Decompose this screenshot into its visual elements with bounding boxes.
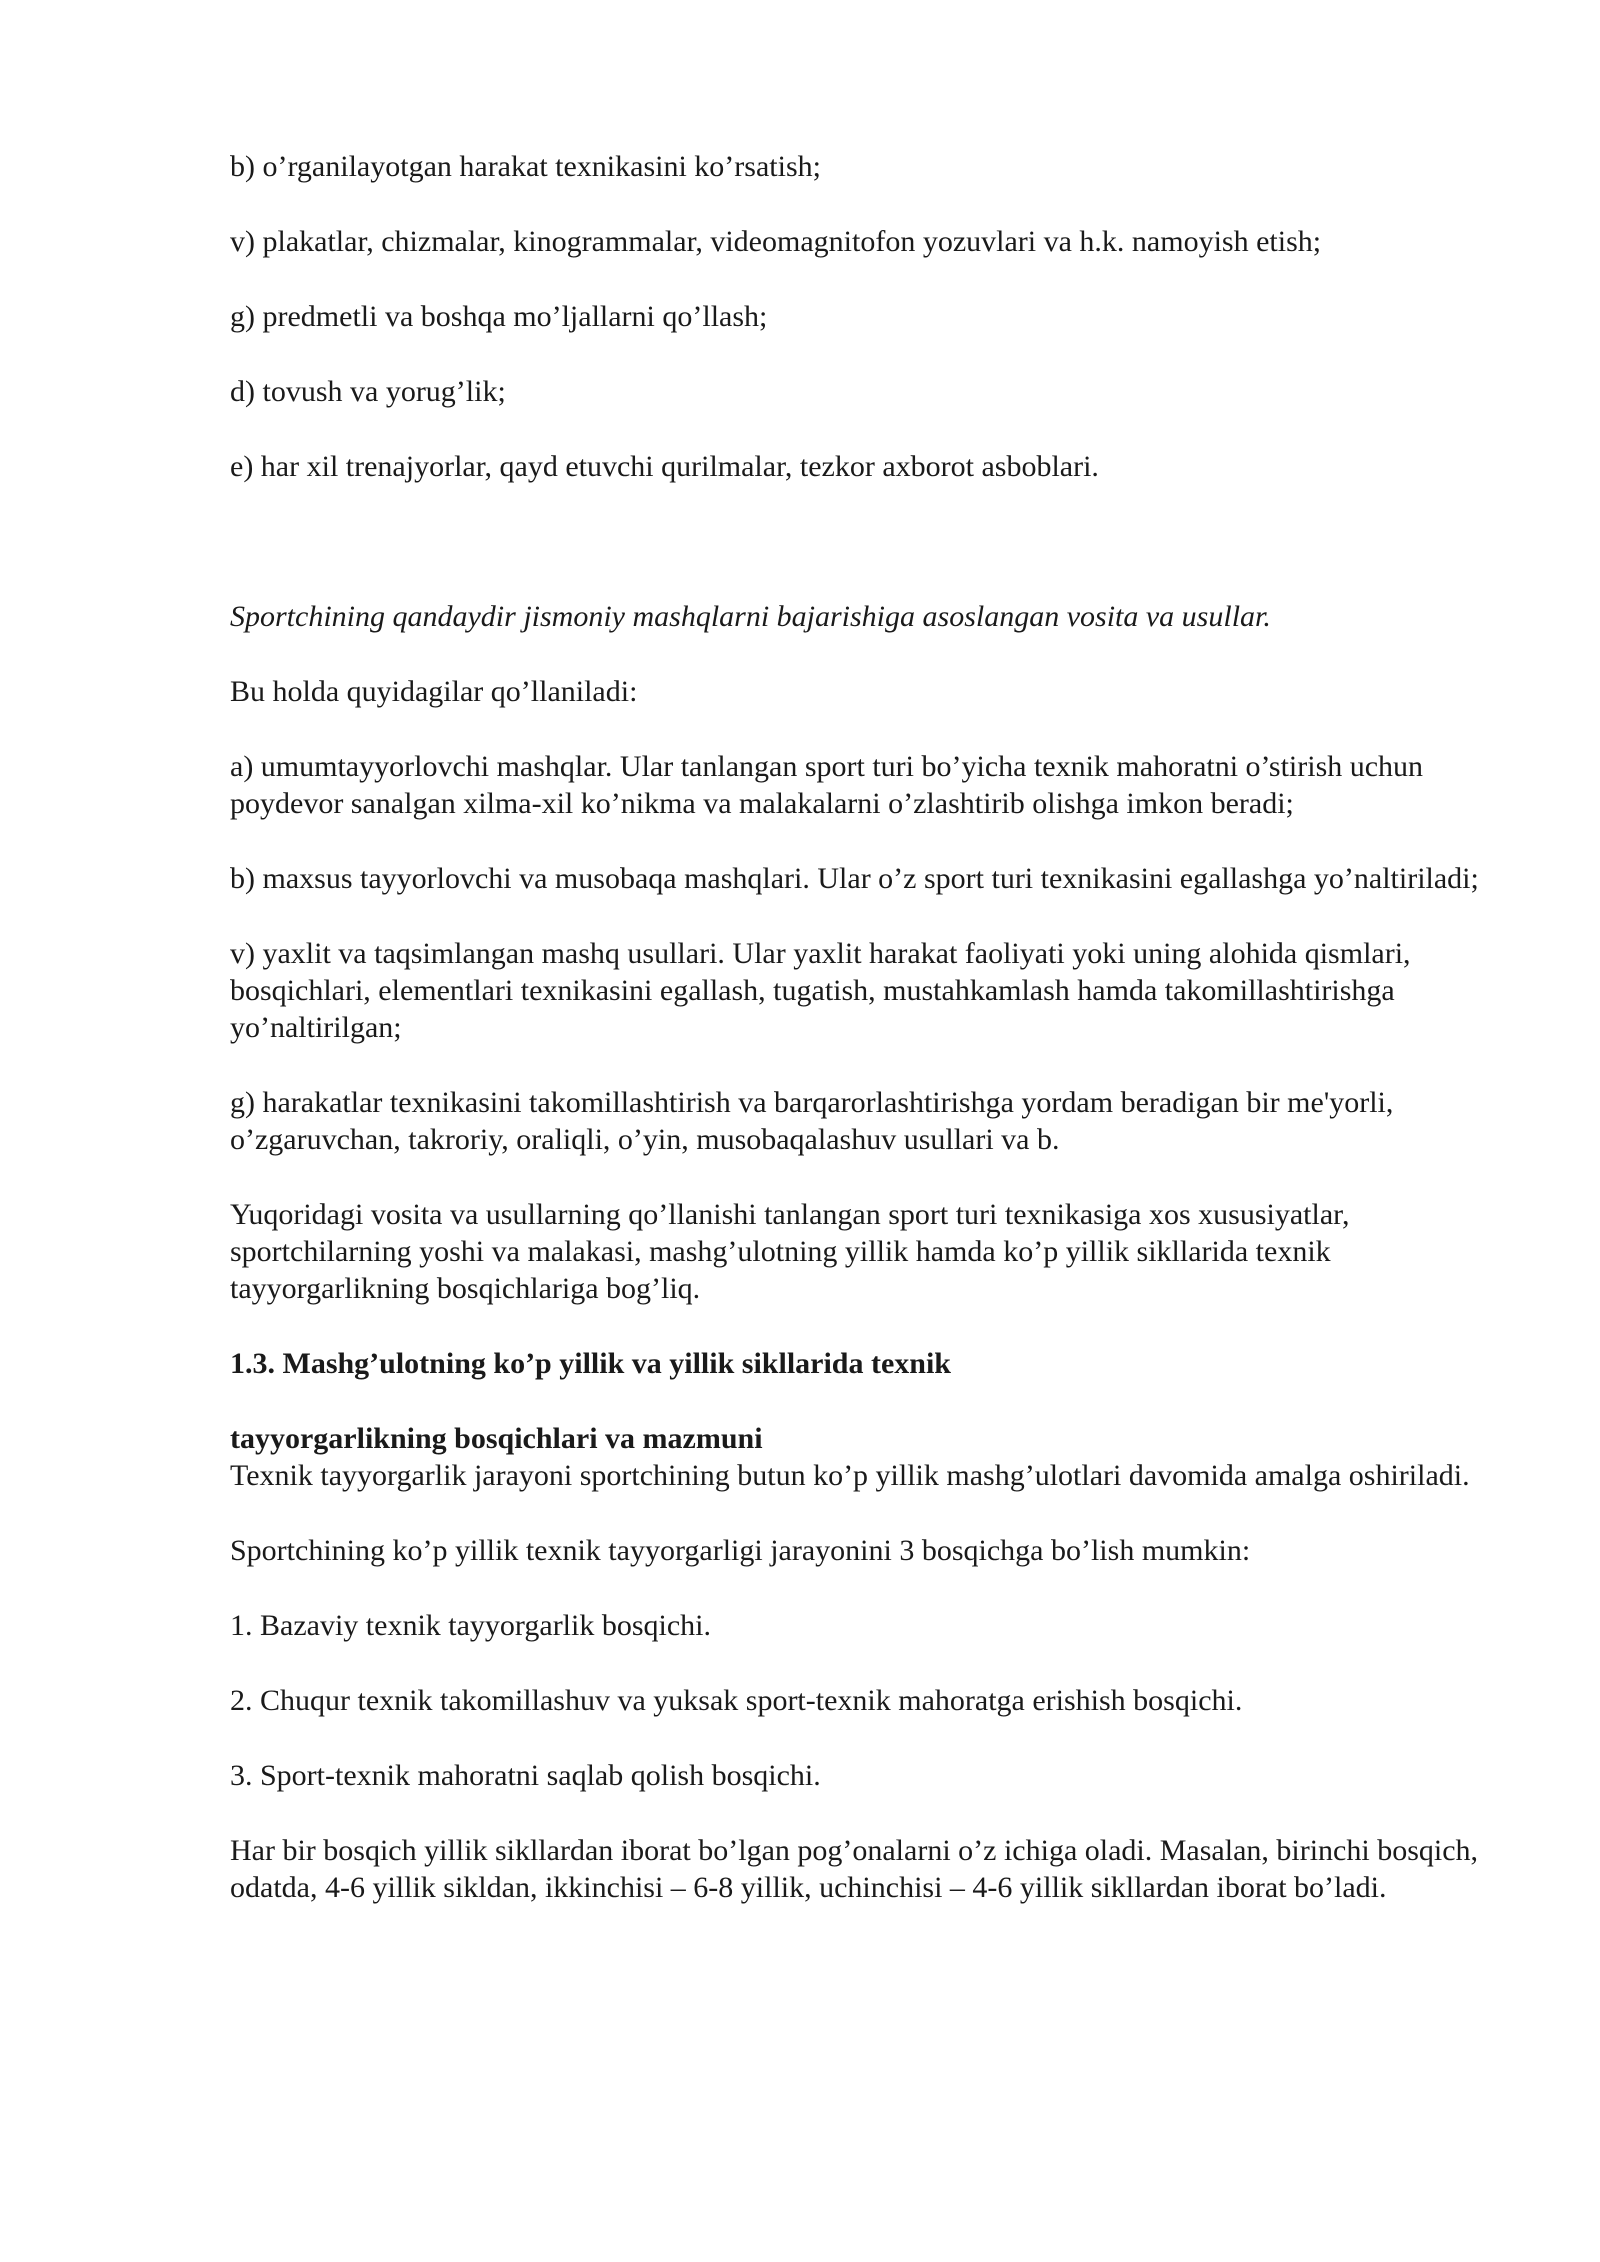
list-item: v) yaxlit va taqsimlangan mashq usullari. Ular yaxlit harakat faoliyati yoki uning alohida qismlari, bosqichlari, elementlari texnikasini egallash, tugatish, mustahkamlash hamda takomillashtirishga yo’naltirilgan; (230, 937, 1411, 1044)
list-item: b) o’rganilayotgan harakat texnikasini ko’rsatish; (230, 150, 821, 183)
stage-item: 3. Sport-texnik mahoratni saqlab qolish bosqichi. (230, 1759, 821, 1792)
stage-item: 1. Bazaviy texnik tayyorgarlik bosqichi. (230, 1609, 712, 1642)
list-item: a) umumtayyorlovchi mashqlar. Ular tanlangan sport turi bo’yicha texnik mahoratni o’stirish uchun poydevor sanalgan xilma-xil ko’nikma va malakalarni o’zlashtirib olishga imkon beradi; (230, 750, 1424, 820)
list-item: e) har xil trenajyorlar, qayd etuvchi qurilmalar, tezkor axborot asboblari. (230, 450, 1099, 483)
paragraph-intro: Bu holda quyidagilar qo’llaniladi: (230, 675, 638, 708)
section-heading: 1.3. Mashg’ulotning ko’p yillik va yillik sikllarida texnik (230, 1347, 951, 1380)
list-item: g) harakatlar texnikasini takomillashtirish va barqarorlashtirishga yordam beradigan bir me'yorli, o’zgaruvchan, takroriy, oraliqli, o’yin, musobaqalashuv usullari va b. (230, 1086, 1394, 1156)
list-item: d) tovush va yorug’lik; (230, 375, 506, 408)
paragraph-body: Texnik tayyorgarlik jarayoni sportchining butun ko’p yillik mashg’ulotlari davomida amalga oshiriladi. (230, 1459, 1470, 1492)
blank-space (230, 523, 1500, 598)
list-item: v) plakatlar, chizmalar, kinogrammalar, videomagnitofon yozuvlari va h.k. namoyish etish; (230, 225, 1322, 258)
document-page (230, 148, 1500, 1944)
section-heading-continued: tayyorgarlikning bosqichlari va mazmuni (230, 1422, 763, 1455)
paragraph-summary: Yuqoridagi vosita va usullarning qo’llanishi tanlangan sport turi texnikasiga xos xususiyatlar, sportchilarning yoshi va malakasi, mashg’ulotning yillik hamda ko’p yillik sikllarida texnik tayyorgarlikning bosqichlariga bog’liq. (230, 1198, 1350, 1305)
list-item: g) predmetli va boshqa mo’ljallarni qo’llash; (230, 300, 768, 333)
section-subtitle: Sportchining qandaydir jismoniy mashqlarni bajarishiga asoslangan vosita va usullar. (230, 600, 1271, 633)
stage-item: 2. Chuqur texnik takomillashuv va yuksak sport-texnik mahoratga erishish bosqichi. (230, 1684, 1243, 1717)
list-item: b) maxsus tayyorlovchi va musobaqa mashqlari. Ular o’z sport turi texnikasini egallashga yo’naltiriladi; (230, 862, 1479, 895)
paragraph-closing: Har bir bosqich yillik sikllardan iborat bo’lgan pog’onalarni o’z ichiga oladi. Masalan, birinchi bosqich, odatda, 4-6 yillik sikldan, ikkinchisi – 6-8 yillik, uchinchisi – 4-6 yillik sikllardan iborat bo’ladi. (230, 1834, 1479, 1904)
paragraph-stages-intro: Sportchining ko’p yillik texnik tayyorgarligi jarayonini 3 bosqichga bo’lish mumkin: (230, 1534, 1251, 1567)
